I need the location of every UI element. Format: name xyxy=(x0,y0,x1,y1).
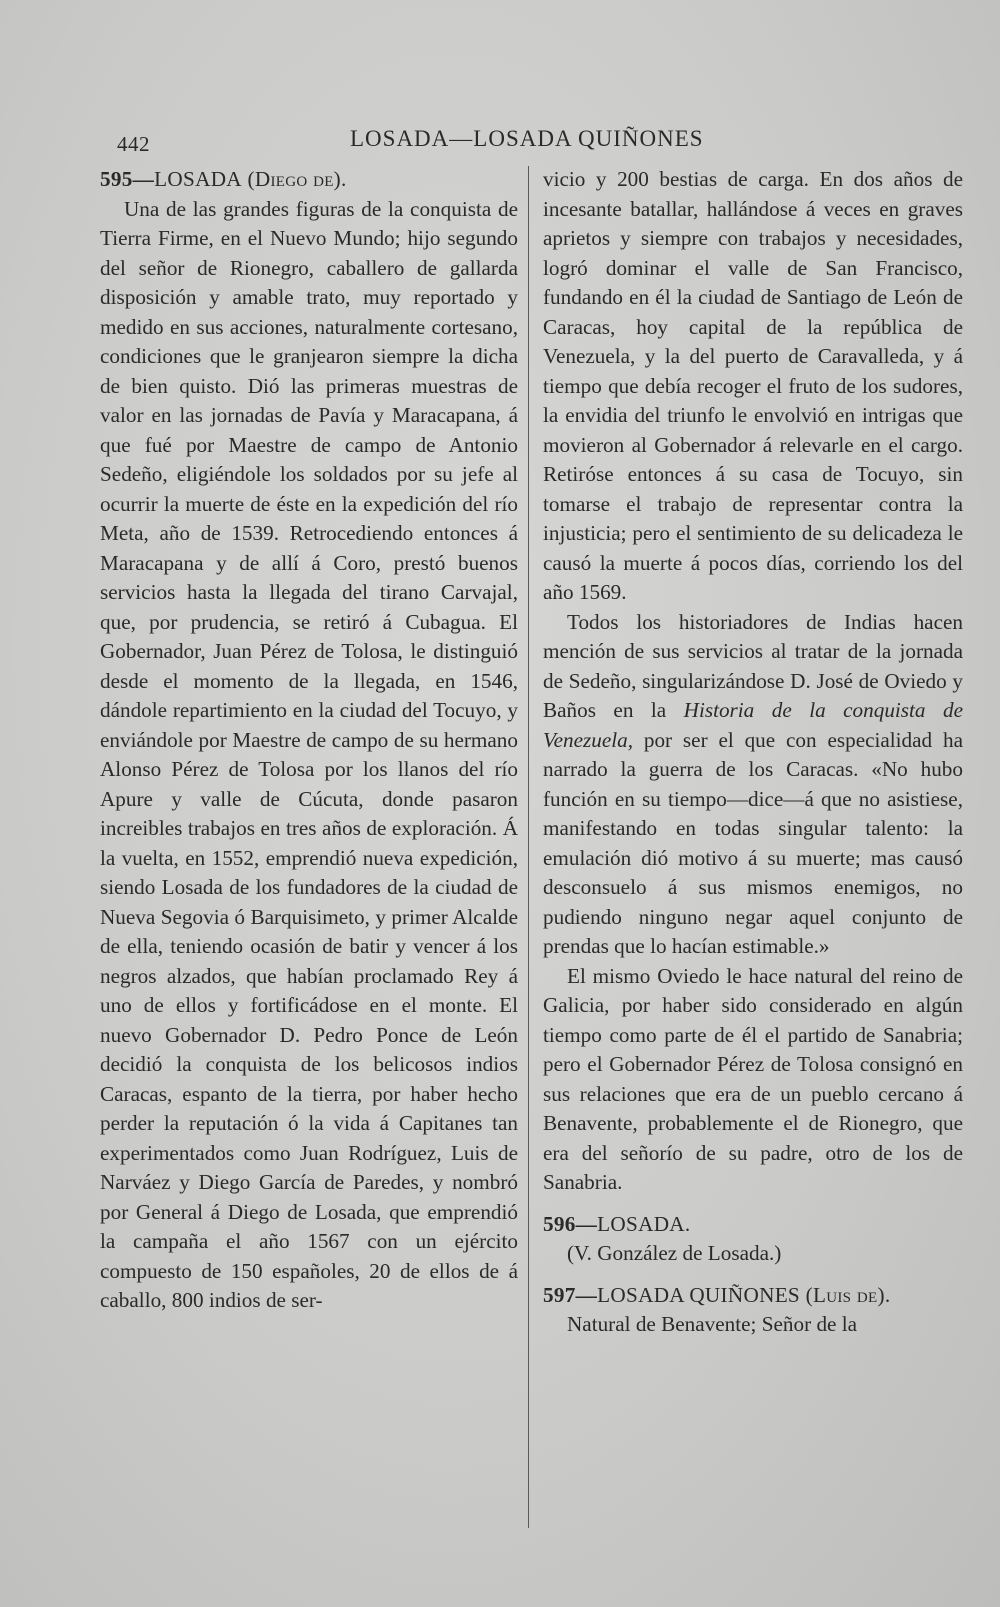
entry-heading xyxy=(543,1281,963,1311)
entry-number: 595— xyxy=(100,167,155,191)
left-column xyxy=(100,165,518,1316)
column-divider xyxy=(528,166,529,1528)
entry-paragraph: Natural de Benavente; Señor de la xyxy=(567,1312,858,1336)
continued-paragraph: vicio y 200 bestias de carga. En dos años de incesante batallar, hallándose á veces en graves aprietos y siempre con trabajos y necesidades, logró dominar el valle de San Francisco, fundando en él la ciudad de Santiago de León de Caracas, hoy capital de la república de Venezuela, y la del puerto de Caravalleda, y á tiempo que debía recoger el fruto de los sudores, la envidia del triunfo le envolvió en intrigas que movieron al Gobernador á relevarle en el cargo. Retiróse entonces á su casa de Tocuyo, sin tomarse el trabajo de representar contra la injusticia; pero el sentimiento de su delicadeza le causó la muerte á pocos días, corriendo los del año 1569. xyxy=(543,167,963,604)
page-header xyxy=(105,126,905,162)
entry-surname: LOSADA QUIÑONES xyxy=(597,1282,801,1307)
entry-595 xyxy=(100,165,518,1316)
entry-surname: LOSADA. xyxy=(597,1211,691,1236)
paragraph-text: por ser el que con especialidad ha narrado la guerra de los Caracas. «No hubo función en su tiempo—dice—á que no asistiese, manifestando en todas singular talento: la emulación dió motivo á su muerte; mas causó desconsuelo á sus mismos enemigos, no pudiendo ninguno negar aquel conjunto de prendas que lo hacían estimable.» xyxy=(543,727,963,958)
entry-heading xyxy=(543,1210,963,1240)
entry-number: 597— xyxy=(543,1282,598,1307)
entry-597 xyxy=(543,1281,963,1340)
paragraph-text: Todos los historiadores de Indias hacen mención de sus servicios al tratar de la jornada de Sedeño, singularizándose D. José de Oviedo y Baños en la xyxy=(543,609,963,722)
page-number: 442 xyxy=(117,132,150,156)
entry-596 xyxy=(543,1210,963,1269)
entry-number: 596— xyxy=(543,1211,598,1236)
cross-reference: (V. González de Losada.) xyxy=(567,1241,782,1265)
entry-paragraph: Una de las grandes figuras de la conquista de Tierra Firme, en el Nuevo Mundo; hijo segundo del señor de Rionegro, caballero de gallarda disposición y amable trato, muy reportado y medido en sus acciones, naturalmente cortesano, condiciones que le granjearon siempre la dicha de bien quisto. Dió las primeras muestras de valor en las jornadas de Pavía y Maracapana, á que fué por Maestre de campo de Antonio Sedeño, eligiéndole los soldados por su jefe al ocurrir la muerte de éste en la expedición del río Meta, año de 1539. Retrocediendo entonces á Maracapana y de allí á Coro, prestó buenos servicios hasta la llegada del tirano Carvajal, que, por prudencia, se retiró á Cubagua. El Gobernador, Juan Pérez de Tolosa, le distinguió desde el momento de la llegada, en 1546, dándole repartimiento en la ciudad del Tocuyo, y enviándole por Maestre de campo de su hermano Alonso Pérez de Tolosa por los llanos del río Apure y valle de Cúcuta, donde pasaron increibles trabajos en tres años de exploración. Á la vuelta, en 1552, emprendió nueva expedición, siendo Losada de los fundadores de la ciudad de Nueva Segovia ó Barquisimeto, y primer Alcalde de ella, teniendo ocasión de batir y vencer á los negros alzados, que habían proclamado Rey á uno de ellos y fortificádose en el monte. El nuevo Gobernador D. Pedro Ponce de León decidió la conquista de los belicosos indios Caracas, espanto de la tierra, por haber hecho perder la reputación ó la vida á Capitanes tan experimentados como Juan Rodríguez, Luis de Narváez y Diego García de Paredes, y nombró por General á Diego de Losada, que emprendió la campaña el año 1567 con un ejército compuesto de 150 españoles, 20 de ellos de á caballo, 800 indios de ser- xyxy=(100,196,518,1312)
entry-given-name: (Luis de). xyxy=(805,1282,891,1307)
entry-given-name: (Diego de). xyxy=(247,167,347,191)
running-title: LOSADA—LOSADA QUIÑONES xyxy=(350,126,704,151)
paragraph-origin: El mismo Oviedo le hace natural del reino de Galicia, por haber sido considerado en algún tiempo como parte de él el partido de Sanabria; pero el Gobernador Pérez de Tolosa consignó en sus relaciones que era de un pueblo cercano á Benavente, probablemente el de Rionegro, que era del señorío de su padre, otro de los de Sanabria. xyxy=(543,963,963,1194)
entry-surname: LOSADA xyxy=(154,167,242,191)
book-title: Historia de la conquista de Venezuela, xyxy=(543,698,963,752)
entry-heading xyxy=(100,165,518,195)
right-column xyxy=(543,165,963,1340)
paragraph-historians xyxy=(543,608,963,962)
